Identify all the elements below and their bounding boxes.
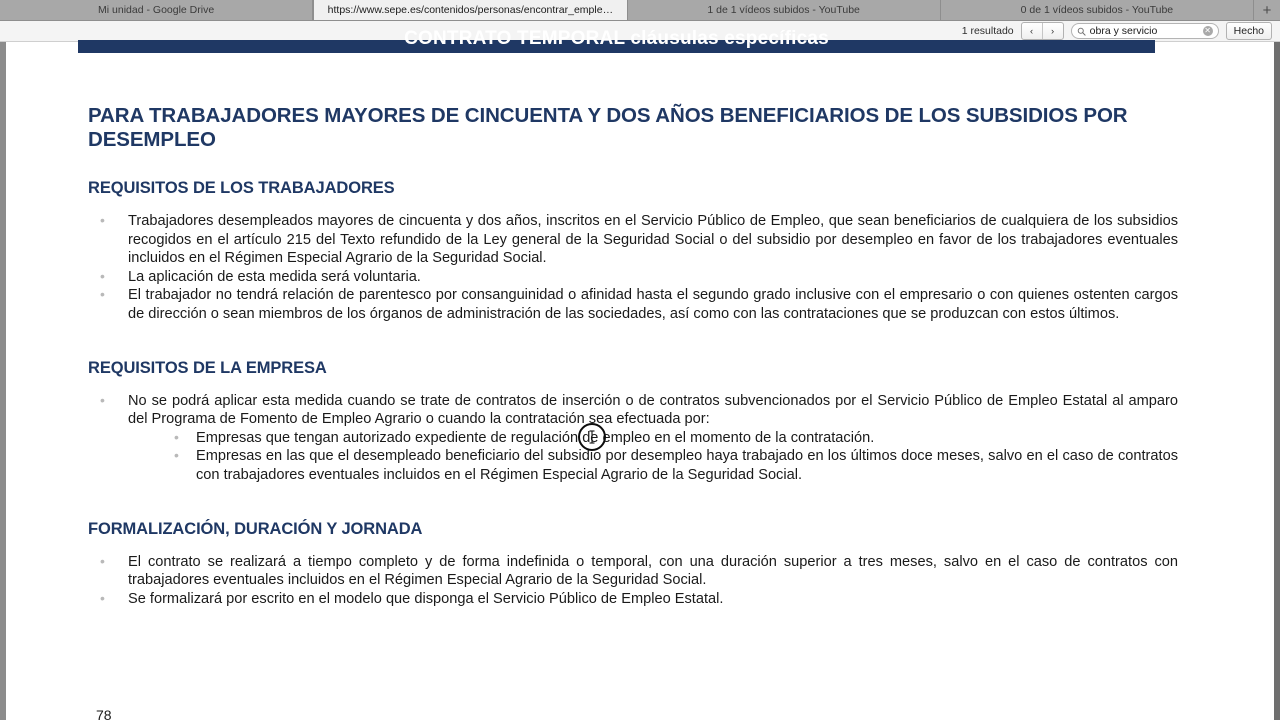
browser-tab-0[interactable]: [0, 0, 313, 20]
browser-tab-label: 0 de 1 vídeos subidos - YouTube: [1020, 4, 1174, 16]
browser-tab-3[interactable]: [941, 0, 1254, 20]
browser-tab-label: https://www.sepe.es/contenidos/personas/encontrar_emple…: [327, 4, 614, 16]
page-number: 78: [96, 707, 112, 723]
document-content: [88, 104, 1178, 608]
list-item: • Empresas que tengan autorizado expediente de regulación de empleo en el momento de la contratación.: [168, 429, 1178, 448]
list-item: • Trabajadores desempleados mayores de cincuenta y dos años, inscritos en el Servicio Público de Empleo, que sean beneficiarios de cualquiera de los subsidios recogidos en el artículo 215 del Texto refundido de la Ley general de la Seguridad Social o del subsidio por desempleo en favor de los trabajadores eventuales incluidos en el Régimen Especial Agrario de la Seguridad Social.: [88, 212, 1178, 268]
find-previous-button[interactable]: ‹: [1022, 23, 1043, 39]
list-item: • El contrato se realizará a tiempo completo y de forma indefinida o temporal, con una duración superior a tres meses, salvo en el caso de contratos con trabajadores eventuales incluidos en el Régimen Especial Agrario de la Seguridad Social.: [88, 553, 1178, 590]
new-tab-button[interactable]: [1254, 0, 1280, 20]
bullet-list-formalizacion: [88, 553, 1178, 609]
list-item: • Empresas en las que el desempleado beneficiario del subsidio por desempleo haya trabajado en los últimos doce meses, salvo en el caso de contratos con trabajadores eventuales incluidos en el Régimen Especial Agrario de la Seguridad Social.: [168, 447, 1178, 484]
page-title: PARA TRABAJADORES MAYORES DE CINCUENTA Y DOS AÑOS BENEFICIARIOS DE LOS SUBSIDIOS POR DESEMPLEO: [88, 104, 1128, 151]
bullet-list-requisitos-trabajadores: [88, 212, 1178, 324]
find-done-button[interactable]: Hecho: [1226, 22, 1272, 40]
sub-bullet-list-requisitos-empresa: [168, 429, 1178, 485]
list-item: • Se formalizará por escrito en el modelo que disponga el Servicio Público de Empleo Estatal.: [88, 590, 1178, 609]
list-item: • No se podrá aplicar esta medida cuando se trate de contratos de inserción o de contratos subvencionados por el Servicio Público de Empleo Estatal al amparo del Programa de Fomento de Empleo Agrario o cuando la contratación sea efectuada por:: [88, 392, 1178, 429]
section-heading-formalizacion: FORMALIZACIÓN, DURACIÓN Y JORNADA: [88, 519, 423, 538]
plus-icon: +: [1262, 1, 1272, 19]
browser-tab-strip: [0, 0, 1280, 21]
section-heading-requisitos-trabajadores: REQUISITOS DE LOS TRABAJADORES: [88, 179, 395, 197]
viewport-left-edge: [0, 42, 6, 720]
find-input[interactable]: obra y servicio: [1089, 25, 1158, 37]
browser-tab-2[interactable]: [628, 0, 941, 20]
list-item: • El trabajador no tendrá relación de parentesco por consanguinidad o afinidad hasta el segundo grado inclusive con el empresario o con quienes ostenten cargos de dirección o sean miembros de los órganos de administración de las sociedades, así como con las contrataciones que se produzcan con estos últimos.: [88, 286, 1178, 323]
document-banner-text: CONTRATO TEMPORAL cláusulas específicas: [404, 28, 829, 49]
viewport-right-edge: [1274, 42, 1280, 720]
browser-tab-1[interactable]: [313, 0, 627, 20]
find-next-button[interactable]: ›: [1051, 25, 1055, 37]
find-result-count: 1 resultado: [961, 25, 1014, 37]
clear-search-icon[interactable]: ✕: [1204, 26, 1211, 35]
browser-tab-label: Mi unidad - Google Drive: [98, 4, 215, 16]
browser-tab-label: 1 de 1 vídeos subidos - YouTube: [707, 4, 860, 16]
bullet-list-requisitos-empresa: [88, 392, 1178, 429]
list-item: • La aplicación de esta medida será voluntaria.: [88, 268, 1178, 287]
section-heading-requisitos-empresa: REQUISITOS DE LA EMPRESA: [88, 358, 327, 377]
